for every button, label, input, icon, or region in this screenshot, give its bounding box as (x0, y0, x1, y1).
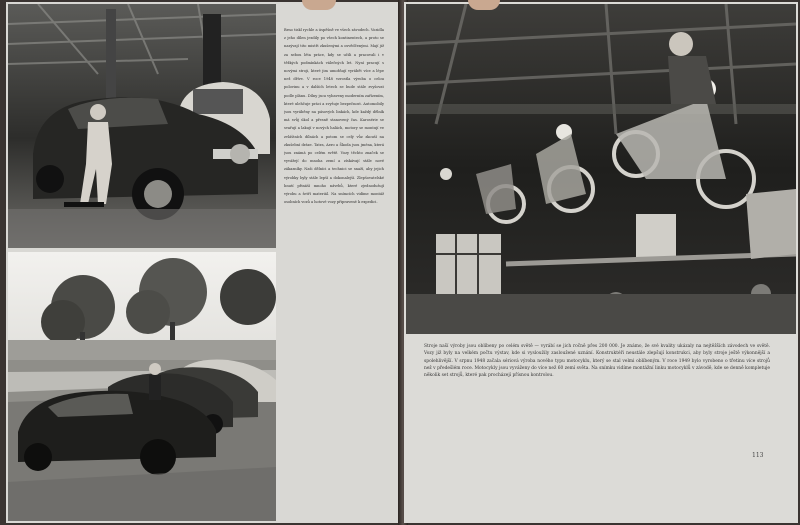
thumb (468, 0, 500, 10)
motorcycle-assembly-photo (406, 4, 796, 334)
photo-caption: Stroje naší výroby jsou oblíbeny po celém světě — vyrábí se jich ročně přes 200 000. Je známo, že své kvality ukázaly na nejtěžších závodech ve světě. Vozy již byly na velkém počtu výstav, kde si vysloužily zasloužené uznání. Konstruktéři neustále zlepšují konstrukci, aby byly stroje ještě výkonnější a spolehlivější. V srpnu 1948 začala sériová výroba nového typu motocyklu, který se stal velmi oblíbeným. V roce 1949 bylo vyrobeno o třetinu více strojů než v předešlém roce. Motocykly jsou vyváženy do více než 60 zemí světa. Na snímku vidíme montážní linku motocyklů v závodě, kde se denně kompletuje několik set strojů, které pak procházejí přísnou kontrolou. (424, 344, 770, 379)
car-assembly-photo (8, 4, 276, 248)
body-text-column: Brno tiskl rychle a úspěšně ve všech závodech. Vozidla z jeho dílen jezdily po všech kontinentech, a proto se nazývají tito mistři zkušenými a osvědčenými. Mají již za sebou léta práce, kdy se učili a pracovali i v těžkých podmínkách válečných let. Nyní pracují s novými stroji, které jim umožňují vyrábět více a lépe než dříve. V roce 1948 vzrostla výroba o celou polovinu a v dalších letech se bude stále zvyšovat podle plánu. Dílny jsou vybaveny moderním zařízením, které ulehčuje práci a zvyšuje bezpečnost. Automobily jsou vyráběny na pásových linkách, kde každý dělník má svůj úkol a přesně stanovený čas. Karosérie se svařují a lakují v nových halách, motory se montují ve zvláštních dílnách a potom se celý vůz zkouší na zkušební dráze. Tatra, Aero a Škoda jsou jména, která jsou známá po celém světě. Vozy těchto značek se vyvážejí do mnoha zemí a získávají stále nové zákazníky. Naši dělníci a technici se snaží, aby jejich výrobky byly stále lepší a dokonalejší. Zlepšovatelské hnutí přináší mnoho návrhů, které zjednodušují výrobu a šetří materiál. Na snímcích vidíme montáž osobních vozů a hotové vozy připravené k expedici. (284, 28, 384, 205)
parked-cars-photo (8, 252, 276, 521)
page-number: 113 (752, 452, 764, 459)
thumb (302, 0, 336, 10)
